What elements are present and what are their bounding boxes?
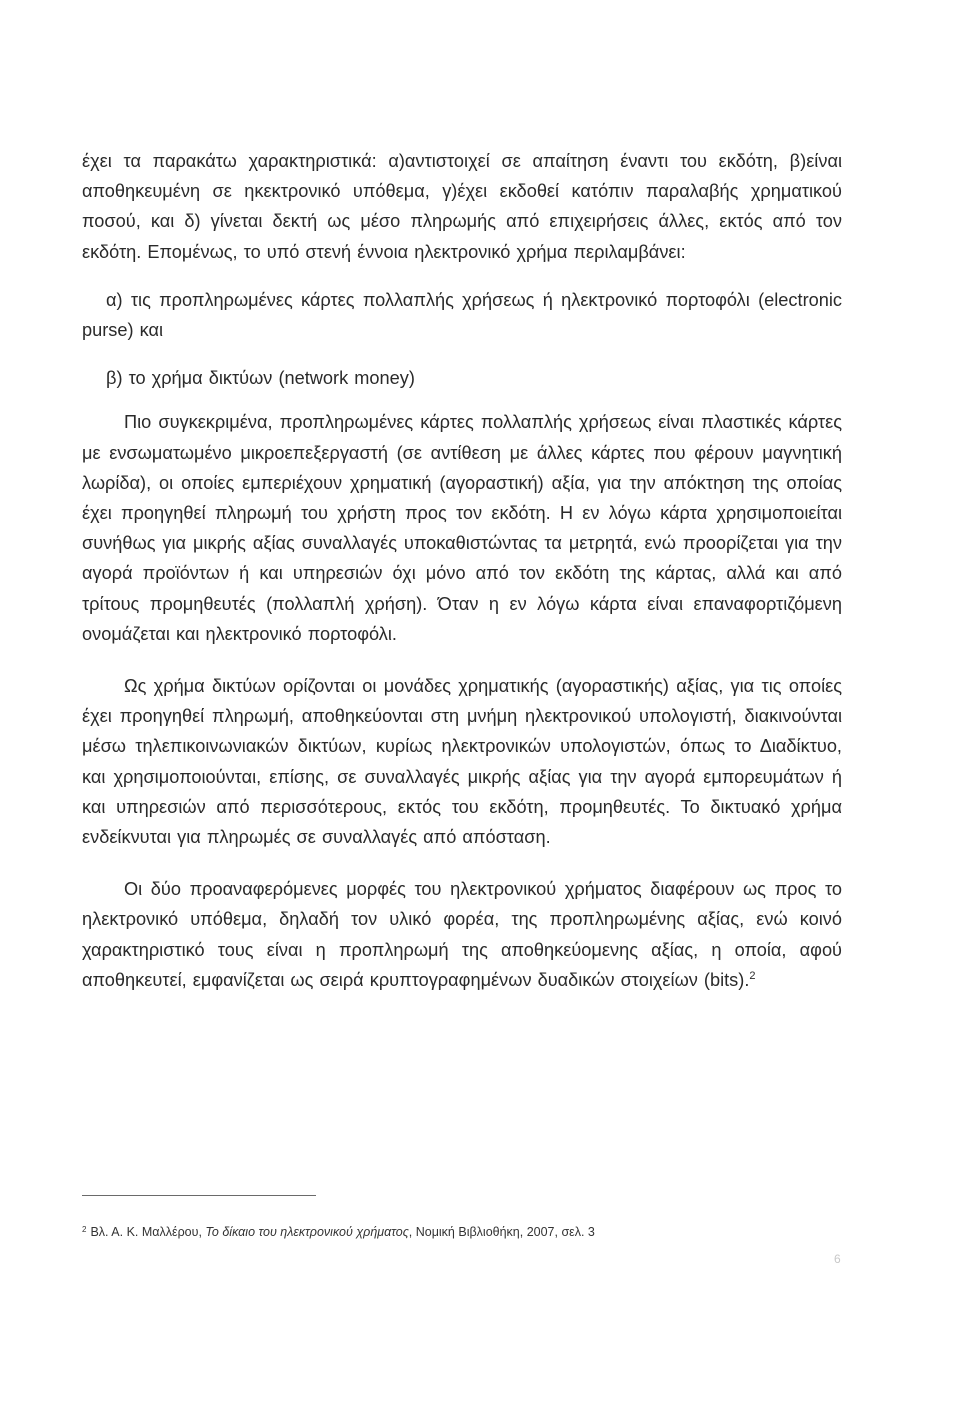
footnote-prefix: Βλ. Α. Κ. Μαλλέρου, [90, 1225, 206, 1239]
footnote-suffix: , Νομική Βιβλιοθήκη, 2007, σελ. 3 [408, 1225, 595, 1239]
paragraph-comparison [82, 874, 842, 995]
page-number: 6 [834, 1252, 841, 1266]
paragraph-intro: έχει τα παρακάτω χαρακτηριστικά: α)αντιστοιχεί σε απαίτηση έναντι του εκδότη, β)είναι αποθηκευμένη σε ηκεκτρονικό υπόθεμα, γ)έχει εκδοθεί κατόπιν παραλαβής χρηματικού ποσού, και δ) γίνεται δεκτή ως μέσο πληρωμής από επιχειρήσεις άλλες, εκτός από τον εκδότη. Επομένως, το υπό στενή έννοια ηλεκτρονικό χρήμα περιλαμβάνει: [82, 151, 842, 262]
paragraph-network-money: Ως χρήμα δικτύων ορίζονται οι μονάδες χρηματικής (αγοραστικής) αξίας, για τις οποίες έχει προηγηθεί πληρωμή, αποθηκεύονται στη μνήμη ηλεκτρονικού υπολογιστή, διακινούνται μέσω τηλεπικοινωνιακών δικτύων, κυρίως ηλεκτρονικών υπολογιστών, όπως το Διαδίκτυο, και χρησιμοποιούνται, επίσης, σε συναλλαγές μικρής αξίας για την αγορά εμπορευμάτων ή και υπηρεσιών από περισσότερους, εκτός του εκδότη, προμηθευτές. Το δικτυακό χρήμα ενδείκνυται για πληρωμές σε συναλλαγές από απόσταση. [82, 676, 842, 848]
list-item-alpha: α) τις προπληρωμένες κάρτες πολλαπλής χρήσεως ή ηλεκτρονικό πορτοφόλι (electronic purse) και [82, 289, 842, 341]
footnote-marker: 2 [82, 1225, 87, 1234]
footnote-title: Το δίκαιο του ηλεκτρονικού χρήματος [205, 1225, 409, 1239]
footnote-reference[interactable]: 2 [749, 969, 756, 982]
footnote-divider [82, 1195, 316, 1196]
paragraph-prepaid-cards: Πιο συγκεκριμένα, προπληρωμένες κάρτες πολλαπλής χρήσεως είναι πλαστικές κάρτες με ενσωματωμένο μικροεπεξεργαστή (σε αντίθεση με άλλες κάρτες που φέρουν μαγνητική λωρίδα), οι οποίες εμπεριέχουν χρηματική (αγοραστική) αξία, για την απόκτηση της οποίας έχει προηγηθεί πληρωμή του χρήστη προς τον εκδότη. Η εν λόγω κάρτα χρησιμοποιείται συνήθως για μικρής αξίας συναλλαγές υποκαθιστώντας τα μετρητά, ενώ προορίζεται για την αγορά προϊόντων ή και υπηρεσιών όχι μόνο από τον εκδότη της κάρτας, αλλά και από τρίτους προμηθευτές (πολλαπλή χρήση). Όταν η εν λόγω κάρτα είναι επαναφορτιζόμενη ονομάζεται και ηλεκτρονικό πορτοφόλι. [82, 412, 842, 644]
footnote [82, 1224, 842, 1240]
document-body [82, 146, 842, 995]
list-item-beta: β) το χρήμα δικτύων (network money) [106, 368, 415, 389]
paragraph-comparison-text: Οι δύο προαναφερόμενες μορφές του ηλεκτρονικού χρήματος διαφέρουν ως προς το ηλεκτρονικό υπόθεμα, δηλαδή τον υλικό φορέα, της προπληρωμένης αξίας, ενώ κοινό χαρακτηριστικό τους είναι η προπληρωμή της αποθηκεύομενης αξίας, η οποία, αφού αποθηκευτεί, εμφανίζεται ως σειρά κρυπτογραφημένων δυαδικών στοιχείων (bits). [82, 879, 842, 990]
